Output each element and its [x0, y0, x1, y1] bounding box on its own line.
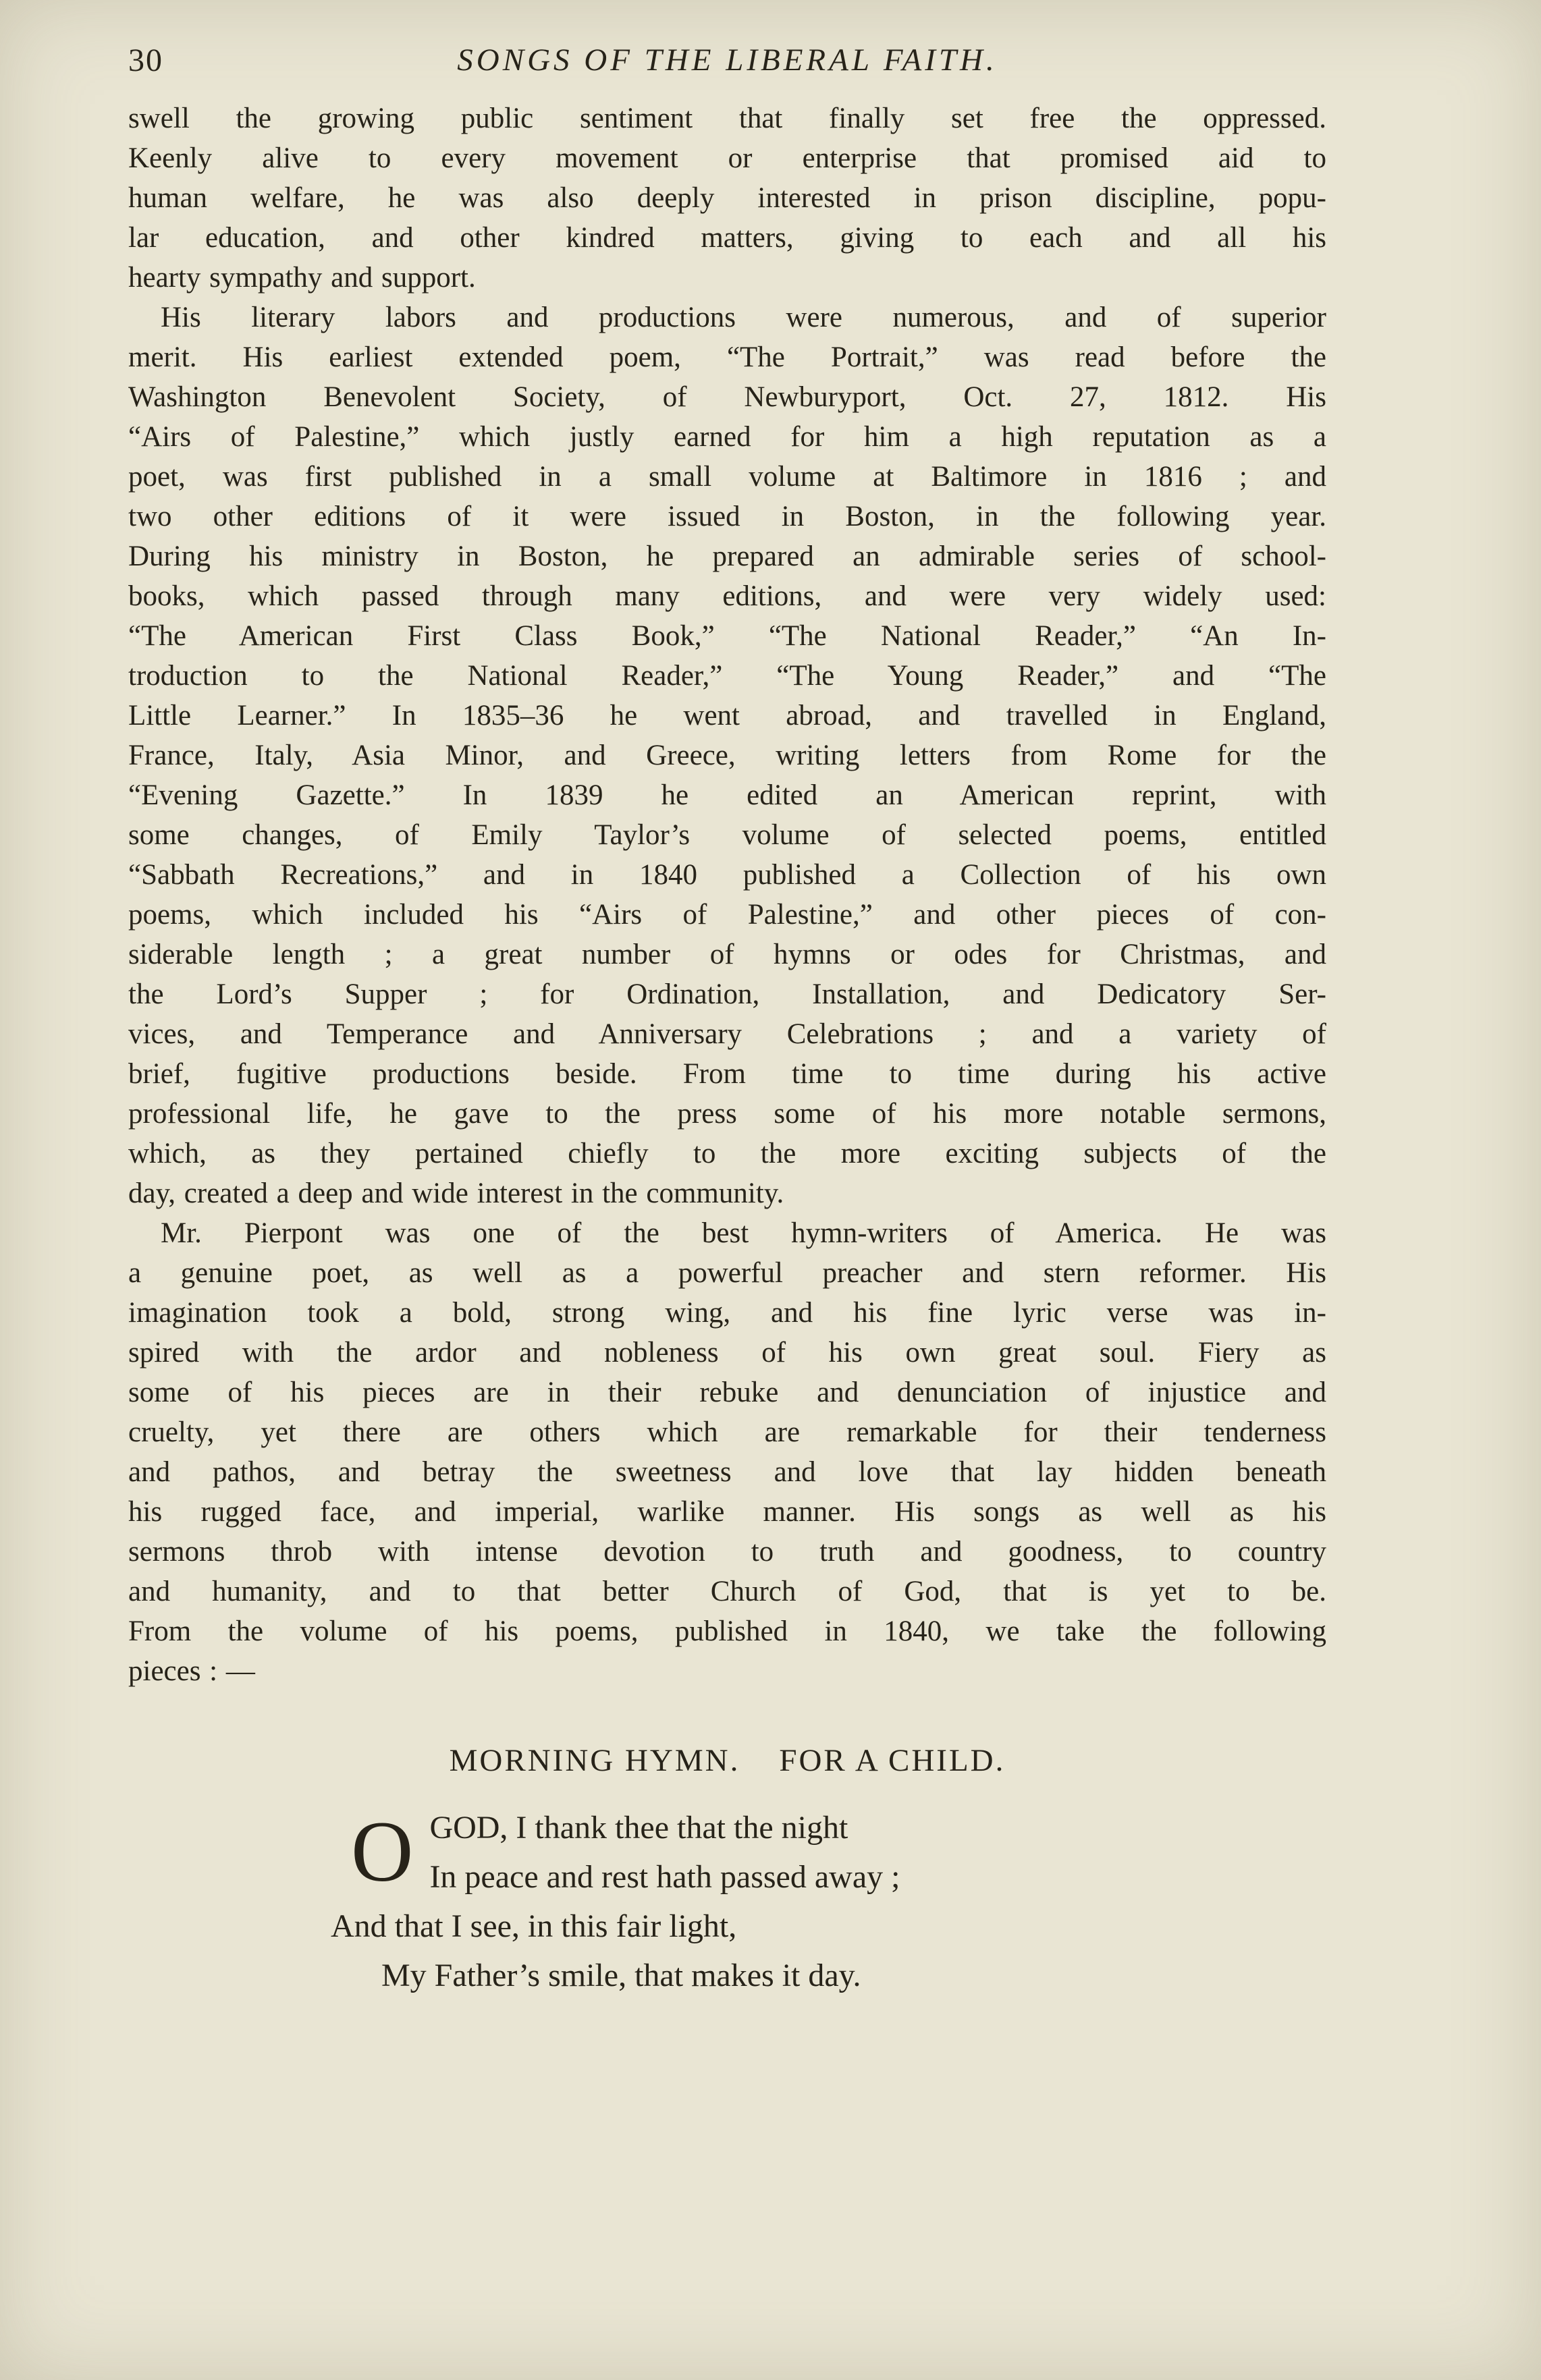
text-line: which, as they pertained chiefly to the more exciting subjects of the — [128, 1138, 1326, 1169]
running-header: SONGS OF THE LIBERAL FAITH. — [457, 43, 998, 78]
text-line: merit. His earliest extended poem, “The Portrait,” was read before the — [128, 341, 1326, 373]
text-line: “The American First Class Book,” “The National Reader,” “An In- — [128, 620, 1326, 652]
text-line: “Sabbath Recreations,” and in 1840 published a Collection of his own — [128, 859, 1326, 891]
text-line: poet, was first published in a small volume at Baltimore in 1816 ; and — [128, 461, 1326, 493]
text-line: some changes, of Emily Taylor’s volume of selected poems, entitled — [128, 819, 1326, 851]
text-line: France, Italy, Asia Minor, and Greece, writing letters from Rome for the — [128, 740, 1326, 771]
text-line: professional life, he gave to the press some of his more notable sermons, — [128, 1098, 1326, 1130]
hymn-opening — [351, 1803, 1208, 1902]
text-line: some of his pieces are in their rebuke and denunciation of injustice and — [128, 1377, 1326, 1408]
text-line: Keenly alive to every movement or enterprise that promised aid to — [128, 142, 1326, 174]
text-line: poems, which included his “Airs of Palestine,” and other pieces of con- — [128, 899, 1326, 931]
text-line: swell the growing public sentiment that finally set free the oppressed. — [128, 103, 1326, 134]
text-line: the Lord’s Supper ; for Ordination, Installation, and Dedicatory Ser- — [128, 978, 1326, 1010]
hymn-line: And that I see, in this fair light, — [331, 1908, 737, 1944]
text-line: “Evening Gazette.” In 1839 he edited an American reprint, with — [128, 779, 1326, 811]
text-line: siderable length ; a great number of hymns or odes for Christmas, and — [128, 939, 1326, 970]
hymn-title-right: FOR A CHILD. — [779, 1743, 1006, 1778]
text-line: Washington Benevolent Society, of Newburyport, Oct. 27, 1812. His — [128, 381, 1326, 413]
text-line: cruelty, yet there are others which are remarkable for their tenderness — [128, 1416, 1326, 1448]
hymn-title-left: MORNING HYMN. — [449, 1743, 740, 1778]
drop-cap-initial: O — [351, 1804, 414, 1900]
text-line: and humanity, and to that better Church of God, that is yet to be. — [128, 1576, 1326, 1607]
text-line: hearty sympathy and support. — [128, 262, 476, 294]
text-line: vices, and Temperance and Anniversary Celebrations ; and a variety of — [128, 1018, 1326, 1050]
text-line: and pathos, and betray the sweetness and love that lay hidden beneath — [128, 1456, 1326, 1488]
text-line: lar education, and other kindred matters, giving to each and all his — [128, 222, 1326, 254]
text-line: “Airs of Palestine,” which justly earned for him a high reputation as a — [128, 421, 1326, 453]
text-line: During his ministry in Boston, he prepared an admirable series of school- — [128, 541, 1326, 572]
text-line: imagination took a bold, strong wing, and his fine lyric verse was in- — [128, 1297, 1326, 1329]
text-line: Mr. Pierpont was one of the best hymn-writers of America. He was — [161, 1217, 1326, 1249]
text-line: a genuine poet, as well as a powerful preacher and stern reformer. His — [128, 1257, 1326, 1289]
text-line: Little Learner.” In 1835–36 he went abroad, and travelled in England, — [128, 700, 1326, 731]
body-text — [128, 99, 1326, 1691]
text-line: His literary labors and productions were numerous, and of superior — [161, 302, 1326, 333]
text-line: troduction to the National Reader,” “The Young Reader,” and “The — [128, 660, 1326, 692]
text-line: sermons throb with intense devotion to truth and goodness, to country — [128, 1536, 1326, 1568]
text-line: books, which passed through many editions, and were very widely used: — [128, 580, 1326, 612]
page-number: 30 — [128, 43, 163, 78]
text-line: human welfare, he was also deeply interested in prison discipline, popu- — [128, 182, 1326, 214]
hymn-title — [128, 1742, 1326, 1779]
text-line: pieces : — — [128, 1655, 255, 1687]
hymn-line: In peace and rest hath passed away ; — [429, 1859, 900, 1895]
hymn-line: GOD, I thank thee that the night — [429, 1810, 848, 1846]
text-line: spired with the ardor and nobleness of his own great soul. Fiery as — [128, 1337, 1326, 1368]
hymn-line: My Father’s smile, that makes it day. — [381, 1958, 861, 1993]
hymn-stanza — [331, 1803, 1208, 2000]
page-header — [128, 42, 1326, 89]
text-line: From the volume of his poems, published in 1840, we take the following — [128, 1615, 1326, 1647]
text-line: two other editions of it were issued in Boston, in the following year. — [128, 501, 1326, 532]
text-line: day, created a deep and wide interest in the community. — [128, 1178, 784, 1209]
text-line: his rugged face, and imperial, warlike manner. His songs as well as his — [128, 1496, 1326, 1528]
text-line: brief, fugitive productions beside. From time to time during his active — [128, 1058, 1326, 1090]
